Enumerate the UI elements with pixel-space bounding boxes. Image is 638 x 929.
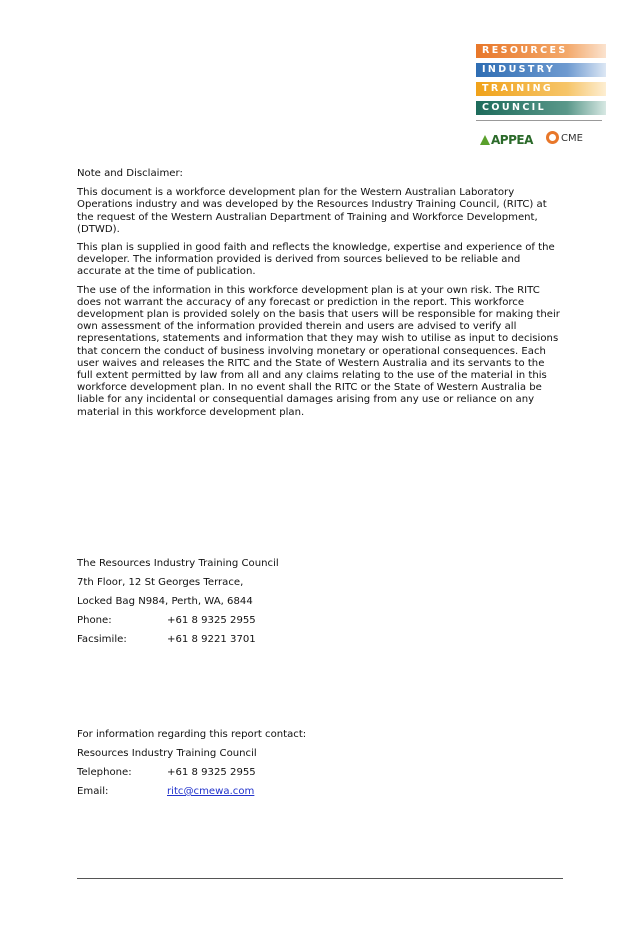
cme-logo (546, 131, 583, 144)
fax-value: +61 8 9221 3701 (167, 634, 256, 645)
cme-ring-icon (546, 131, 559, 144)
disclaimer-paragraph-1: This document is a workforce development plan for the Western Australian Laboratory Operations industry and was developed by the Resources Industry Training Council, (RITC) at the request of the Western Australian Department of Training and Workforce Development, (DTWD). (77, 187, 547, 235)
appea-triangle-icon (480, 135, 490, 145)
appea-logo (480, 133, 533, 147)
ritc-logo (476, 44, 606, 151)
address-fax-row (77, 634, 279, 653)
address-phone-row (77, 615, 279, 634)
cme-label: CME (561, 133, 583, 144)
contact-org: Resources Industry Training Council (77, 748, 257, 759)
contact-block (77, 729, 306, 805)
disclaimer-paragraph-3: The use of the information in this workforce development plan is at your own risk. The RITC does not warrant the accuracy of any forecast or prediction in the report. This workforce development plan is provided solely on the basis that users will be responsible for making their own assessment of the information provided therein and users are advised to verify all representations, statements and information that they may wish to utilise as input to decisions that concern the conduct of business involving monetary or operational consequences. Each user waives and releases the RITC and the State of Western Australia and its servants to the full extent permitted by law from all and any claims relating to the use of the material in this workforce development plan. In no event shall the RITC or the State of Western Australia be liable for any incidental or consequential damages arising from any use or reliance on any material in this workforce development plan. (77, 284, 560, 418)
logo-bar-training: TRAINING (476, 82, 606, 96)
appea-label: APPEA (491, 133, 533, 147)
email-label: Email: (77, 786, 109, 797)
contact-tel-row (77, 767, 306, 786)
logo-bar-industry: INDUSTRY (476, 63, 606, 77)
telephone-label: Telephone: (77, 767, 132, 778)
footer-divider (77, 878, 563, 879)
partner-logos (476, 133, 606, 151)
contact-email-row (77, 786, 306, 805)
address-line-2: Locked Bag N984, Perth, WA, 6844 (77, 596, 253, 607)
address-org: The Resources Industry Training Council (77, 558, 279, 569)
logo-divider (476, 120, 602, 121)
email-link[interactable]: ritc@cmewa.com (167, 786, 255, 797)
logo-bar-council: COUNCIL (476, 101, 606, 115)
phone-value: +61 8 9325 2955 (167, 615, 256, 626)
disclaimer-paragraph-2: This plan is supplied in good faith and reflects the knowledge, expertise and experience of the developer. The information provided is derived from sources believed to be reliable and accurate at the time of publication. (77, 242, 555, 278)
address-block (77, 558, 279, 653)
disclaimer-heading: Note and Disclaimer: (77, 168, 183, 179)
logo-bar-resources: RESOURCES (476, 44, 606, 58)
disclaimer-section (77, 168, 563, 425)
address-line-1: 7th Floor, 12 St Georges Terrace, (77, 577, 244, 588)
telephone-value: +61 8 9325 2955 (167, 767, 256, 778)
phone-label: Phone: (77, 615, 112, 626)
fax-label: Facsimile: (77, 634, 127, 645)
contact-intro: For information regarding this report contact: (77, 729, 307, 740)
